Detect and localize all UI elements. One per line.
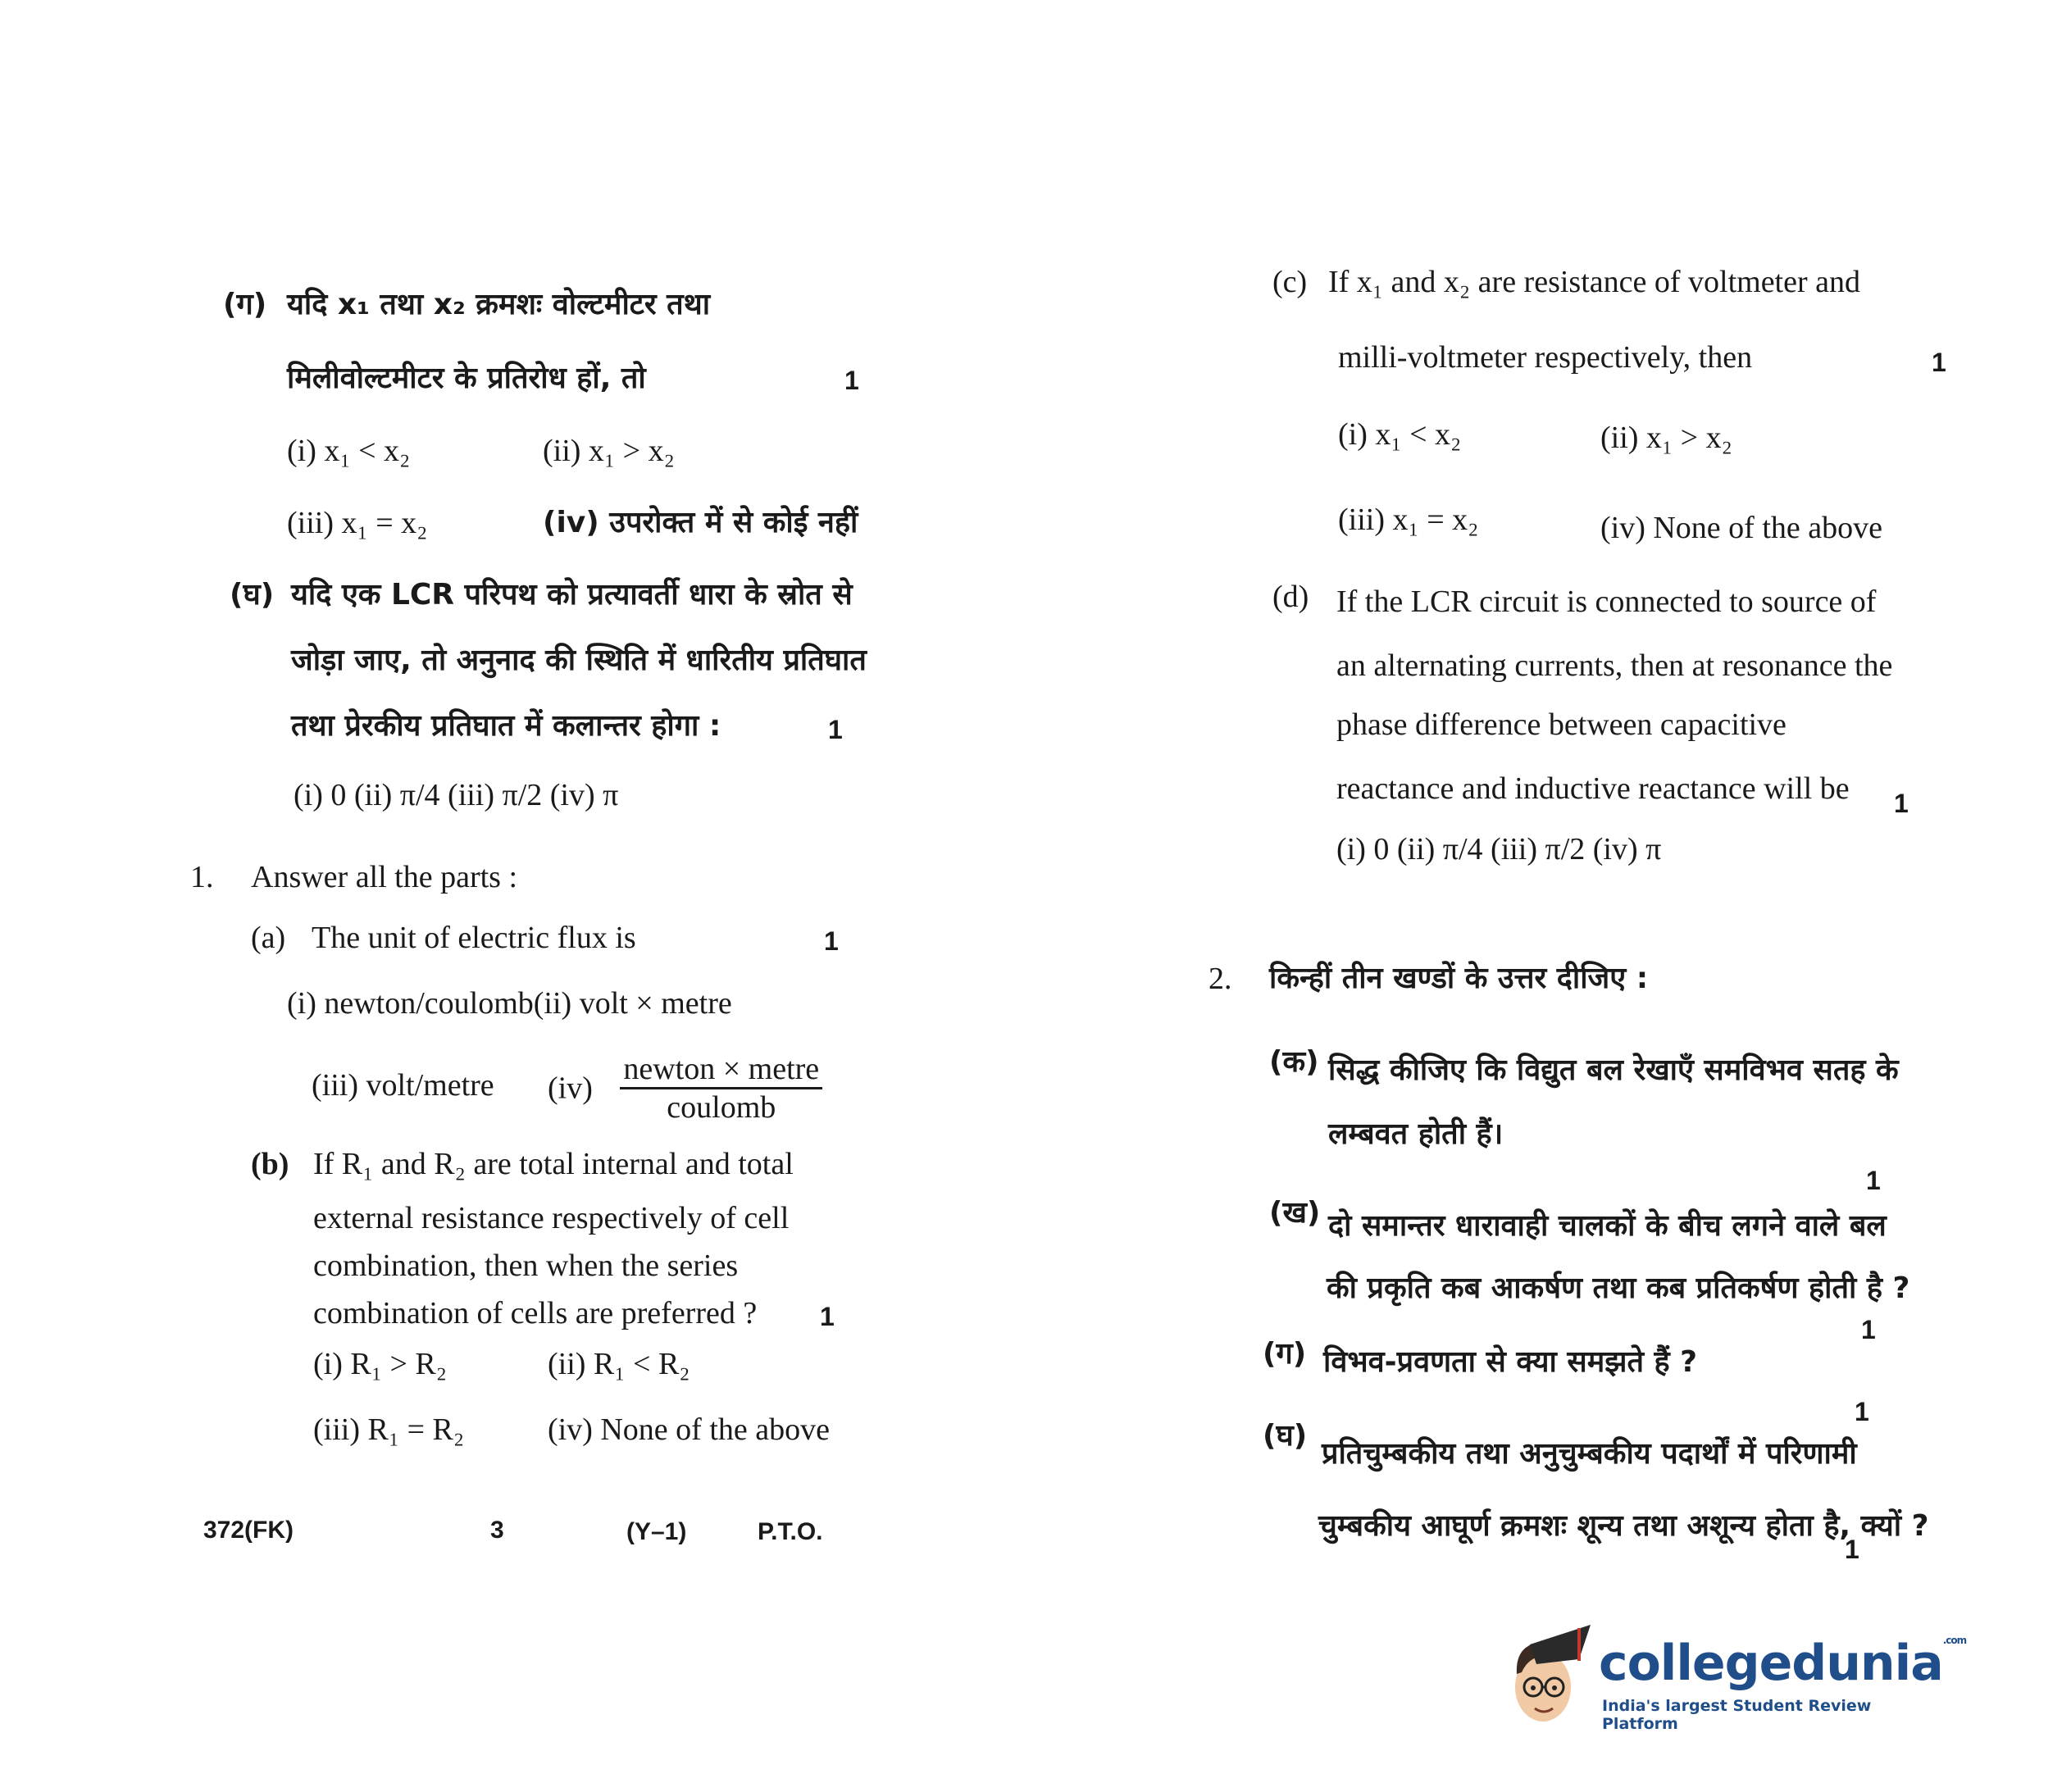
q-b-option-3: (iii) R₁ = R₂	[313, 1412, 465, 1447]
q-c-mark: 1	[1932, 348, 1946, 377]
q2-instruction: किन्हीं तीन खण्डों के उत्तर दीजिए :	[1269, 962, 1649, 995]
q-a-options-1-2: (i) newton/coulomb(ii) volt × metre	[287, 986, 732, 1021]
q-c-label: (c)	[1272, 265, 1308, 299]
q-k-label: (क)	[1269, 1045, 1319, 1079]
q-gha-line1: प्रतिचुम्बकीय तथा अनुचुम्बकीय पदार्थों में परिणामी	[1322, 1437, 1857, 1471]
q-gh-options: (i) 0 (ii) π/4 (iii) π/2 (iv) π	[294, 778, 619, 812]
q-b-option-1: (i) R₁ > R₂	[313, 1347, 447, 1381]
q-b-line4: combination of cells are preferred ?	[313, 1296, 758, 1330]
logo-dotcom: .com	[1942, 1635, 1967, 1646]
q-a-option-4-label: (iv)	[548, 1071, 593, 1106]
q-gh-line3: तथा प्रेरकीय प्रतिघात में कलान्तर होगा :	[291, 709, 721, 743]
q-c-option-4: (iv) None of the above	[1600, 511, 1882, 545]
q1-number: 1.	[190, 860, 214, 894]
q-b-line2: external resistance respectively of cell	[313, 1201, 790, 1235]
footer-pto: P.T.O.	[758, 1518, 823, 1545]
q-a-mark: 1	[824, 926, 839, 956]
q-c-line1: If x₁ and x₂ are resistance of voltmeter and	[1328, 265, 1861, 299]
q-b-line1: If R₁ and R₂ are total internal and total	[313, 1147, 794, 1181]
q-gh-line2: जोड़ा जाए, तो अनुनाद की स्थिति में धारितीय प्रतिघात	[291, 644, 867, 677]
q-g-line1: यदि x₁ तथा x₂ क्रमशः वोल्टमीटर तथा	[287, 288, 711, 321]
q-gh-label: (घ)	[230, 578, 275, 612]
footer-set: (Y–1)	[626, 1518, 687, 1545]
mascot-icon	[1500, 1623, 1599, 1738]
q-g-mark: 1	[844, 366, 859, 395]
q-g-option-3: (iii) x₁ = x₂	[287, 506, 428, 540]
q2-number: 2.	[1208, 962, 1232, 996]
q-b-option-4: (iv) None of the above	[548, 1412, 830, 1447]
logo-name: collegedunia	[1599, 1635, 1943, 1692]
q1-instruction: Answer all the parts :	[251, 860, 518, 894]
q-c-option-3: (iii) x₁ = x₂	[1338, 503, 1479, 537]
q-g-line2: मिलीवोल्टमीटर के प्रतिरोध हों, तो	[287, 362, 646, 395]
q-k-line2: लम्बवत होती हैं।	[1328, 1117, 1504, 1151]
q-b-line3: combination, then when the series	[313, 1248, 739, 1283]
q-a-option-3: (iii) volt/metre	[312, 1068, 494, 1103]
q-g-option-1: (i) x₁ < x₂	[287, 434, 411, 468]
logo-tagline: India's largest Student Review Platform	[1602, 1697, 1872, 1733]
q-a-text: The unit of electric flux is	[312, 921, 636, 955]
footer-code: 372(FK)	[203, 1517, 294, 1544]
q-a-label: (a)	[251, 921, 286, 955]
q-ga-label: (ग)	[1263, 1337, 1307, 1371]
q-kh-line2: की प्रकृति कब आकर्षण तथा कब प्रतिकर्षण होती है ?	[1327, 1271, 1910, 1305]
q-b-mark: 1	[820, 1302, 835, 1331]
q-k-mark: 1	[1866, 1166, 1881, 1195]
q-d-line2: an alternating currents, then at resonance the	[1336, 648, 1893, 683]
q-gh-mark: 1	[828, 715, 843, 744]
logo-wordmark	[1599, 1635, 1966, 1692]
q-gha-line2: चुम्बकीय आघूर्ण क्रमशः शून्य तथा अशून्य होता है, क्यों ?	[1318, 1509, 1929, 1543]
collegedunia-logo	[1500, 1623, 1967, 1738]
q-gh-line1: यदि एक LCR परिपथ को प्रत्यावर्ती धारा के स्रोत से	[291, 578, 853, 612]
q-gha-mark: 1	[1845, 1535, 1859, 1564]
q-kh-label: (ख)	[1269, 1196, 1321, 1230]
q-d-line3: phase difference between capacitive	[1336, 707, 1787, 742]
q-a-option-4	[548, 1051, 822, 1126]
q-c-line2: milli-voltmeter respectively, then	[1338, 340, 1753, 375]
q-d-label: (d)	[1272, 580, 1309, 614]
q-g-option-4: (iv) उपरोक्त में से कोई नहीं	[543, 506, 858, 539]
q-g-label: (ग)	[223, 288, 267, 321]
q-d-mark: 1	[1894, 789, 1909, 818]
q-a-option-4-fraction	[620, 1051, 822, 1126]
q-kh-mark: 1	[1861, 1315, 1876, 1344]
q-kh-line1: दो समान्तर धारावाही चालकों के बीच लगने वाले बल	[1328, 1209, 1887, 1243]
fraction-denominator: coulomb	[667, 1090, 776, 1125]
q-c-option-1: (i) x₁ < x₂	[1338, 417, 1462, 452]
fraction-numerator: newton × metre	[620, 1051, 822, 1089]
footer-page-number: 3	[490, 1517, 504, 1544]
q-d-options: (i) 0 (ii) π/4 (iii) π/2 (iv) π	[1336, 832, 1662, 866]
q-ga-line1: विभव-प्रवणता से क्या समझते हैं ?	[1323, 1345, 1698, 1379]
q-b-option-2: (ii) R₁ < R₂	[548, 1347, 690, 1381]
q-d-line4: reactance and inductive reactance will be	[1336, 771, 1850, 806]
q-k-line1: सिद्ध कीजिए कि विद्युत बल रेखाएँ समविभव सतह के	[1328, 1053, 1899, 1087]
q-c-option-2: (ii) x₁ > x₂	[1600, 421, 1732, 455]
q-g-option-2: (ii) x₁ > x₂	[543, 434, 675, 468]
q-d-line1: If the LCR circuit is connected to source of	[1336, 584, 1877, 619]
q-ga-mark: 1	[1855, 1397, 1869, 1426]
q-gha-label: (घ)	[1263, 1419, 1308, 1453]
q-b-label: (b)	[251, 1147, 289, 1181]
